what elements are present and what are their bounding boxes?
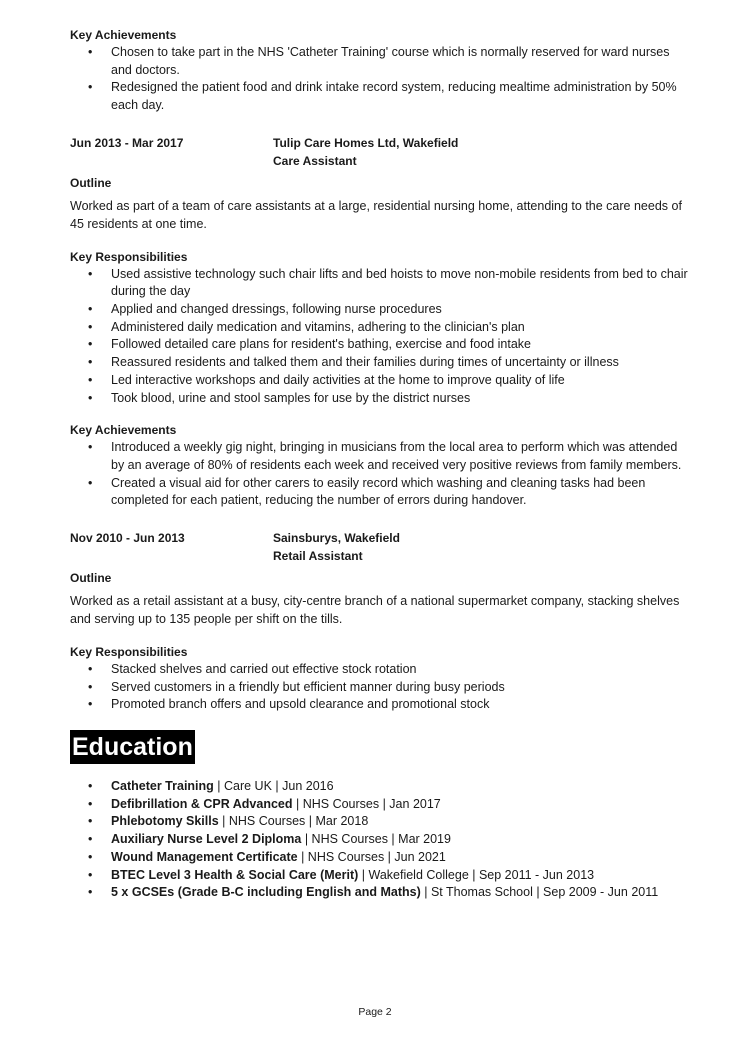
- job-company: Sainsburys, Wakefield: [273, 531, 400, 546]
- list-item: [70, 813, 690, 831]
- education-detail: | NHS Courses | Jun 2021: [297, 849, 446, 864]
- education-detail: | NHS Courses | Jan 2017: [292, 796, 441, 811]
- education-section: [70, 730, 690, 902]
- outline-text: Worked as a retail assistant at a busy, city-centre branch of a national supermarket company, stacking shelves and serving up to 135 people per shift on the tills.: [70, 594, 680, 627]
- list-item: • Stacked shelves and carried out effective stock rotation: [70, 661, 690, 679]
- education-name: Phlebotomy Skills: [111, 814, 219, 829]
- job-company: Tulip Care Homes Ltd, Wakefield: [273, 135, 459, 150]
- job-header: [70, 135, 690, 170]
- education-detail: | Wakefield College | Sep 2011 - Jun 2013: [358, 867, 595, 882]
- list-item: • Created a visual aid for other carers to easily record which washing and cleaning tasks had been completed for each patient, reducing the number of errors during handover.: [70, 475, 690, 510]
- list-item: • Redesigned the patient food and drink intake record system, reducing mealtime administration by 50% each day.: [70, 79, 690, 114]
- education-name: BTEC Level 3 Health & Social Care (Merit): [111, 867, 359, 882]
- job-role: Care Assistant: [273, 153, 357, 168]
- outline-heading: Outline: [70, 176, 112, 191]
- education-detail: | St Thomas School | Sep 2009 - Jun 2011: [420, 885, 659, 900]
- education-detail: | NHS Courses | Mar 2018: [218, 814, 369, 829]
- list-item: • Chosen to take part in the NHS 'Catheter Training' course which is normally reserved for ward nurses and doctors.: [70, 44, 690, 79]
- list-item: • Applied and changed dressings, following nurse procedures: [70, 301, 690, 319]
- list-item: • Served customers in a friendly but efficient manner during busy periods: [70, 679, 690, 697]
- responsibilities-heading: Key Responsibilities: [70, 249, 188, 264]
- job-dates: Jun 2013 - Mar 2017: [70, 135, 184, 150]
- list-item: • Used assistive technology such chair lifts and bed hoists to move non-mobile residents from bed to chair during the day: [70, 266, 690, 301]
- list-item: • Followed detailed care plans for resident's bathing, exercise and food intake: [70, 336, 690, 354]
- list-item: [70, 831, 690, 849]
- responsibilities-heading: Key Responsibilities: [70, 644, 188, 659]
- education-name: Defibrillation & CPR Advanced: [111, 796, 293, 811]
- list-item: • Administered daily medication and vitamins, adhering to the clinician's plan: [70, 319, 690, 337]
- list-item: • Promoted branch offers and upsold clearance and promotional stock: [70, 696, 690, 714]
- list-item: [70, 884, 690, 902]
- education-name: 5 x GCSEs (Grade B-C including English and Maths): [111, 885, 421, 900]
- education-name: Wound Management Certificate: [111, 849, 298, 864]
- list-item: [70, 849, 690, 867]
- job-tulip-care-homes: [70, 135, 690, 510]
- job-company-block: [273, 135, 458, 170]
- education-detail: | Care UK | Jun 2016: [213, 778, 334, 793]
- job-header: [70, 530, 690, 565]
- section-title-education: Education: [70, 730, 195, 764]
- job-sainsburys: [70, 530, 690, 714]
- page-content: [70, 26, 690, 902]
- list-item: • Took blood, urine and stool samples for use by the district nurses: [70, 390, 690, 408]
- education-name: Catheter Training: [111, 778, 214, 793]
- outline-text: Worked as part of a team of care assistants at a large, residential nursing home, attending to the care needs of 45 residents at one time.: [70, 199, 682, 231]
- list-item: [70, 796, 690, 814]
- page-number: Page 2: [358, 1006, 392, 1018]
- list-item: [70, 867, 690, 885]
- job-dates: Nov 2010 - Jun 2013: [70, 531, 185, 546]
- education-detail: | NHS Courses | Mar 2019: [301, 832, 451, 847]
- achievements-list: [70, 44, 690, 115]
- achievements-heading: Key Achievements: [70, 423, 177, 438]
- list-item: [70, 778, 690, 796]
- education-list: [70, 778, 690, 902]
- list-item: • Led interactive workshops and daily activities at the home to improve quality of life: [70, 372, 690, 390]
- job-company-block: [273, 530, 400, 565]
- achievements-list: [70, 439, 690, 510]
- outline-heading: Outline: [70, 571, 112, 586]
- responsibilities-list: [70, 661, 690, 714]
- education-name: Auxiliary Nurse Level 2 Diploma: [111, 832, 302, 847]
- list-item: • Introduced a weekly gig night, bringing in musicians from the local area to perform which was attended by an average of 80% of residents each week and received very positive reviews from family members.: [70, 439, 690, 474]
- list-item: • Reassured residents and talked them and their families during times of uncertainty or illness: [70, 354, 690, 372]
- job-role: Retail Assistant: [273, 548, 363, 563]
- achievements-heading: Key Achievements: [70, 28, 177, 42]
- responsibilities-list: [70, 266, 690, 408]
- previous-job-achievements: [70, 26, 690, 115]
